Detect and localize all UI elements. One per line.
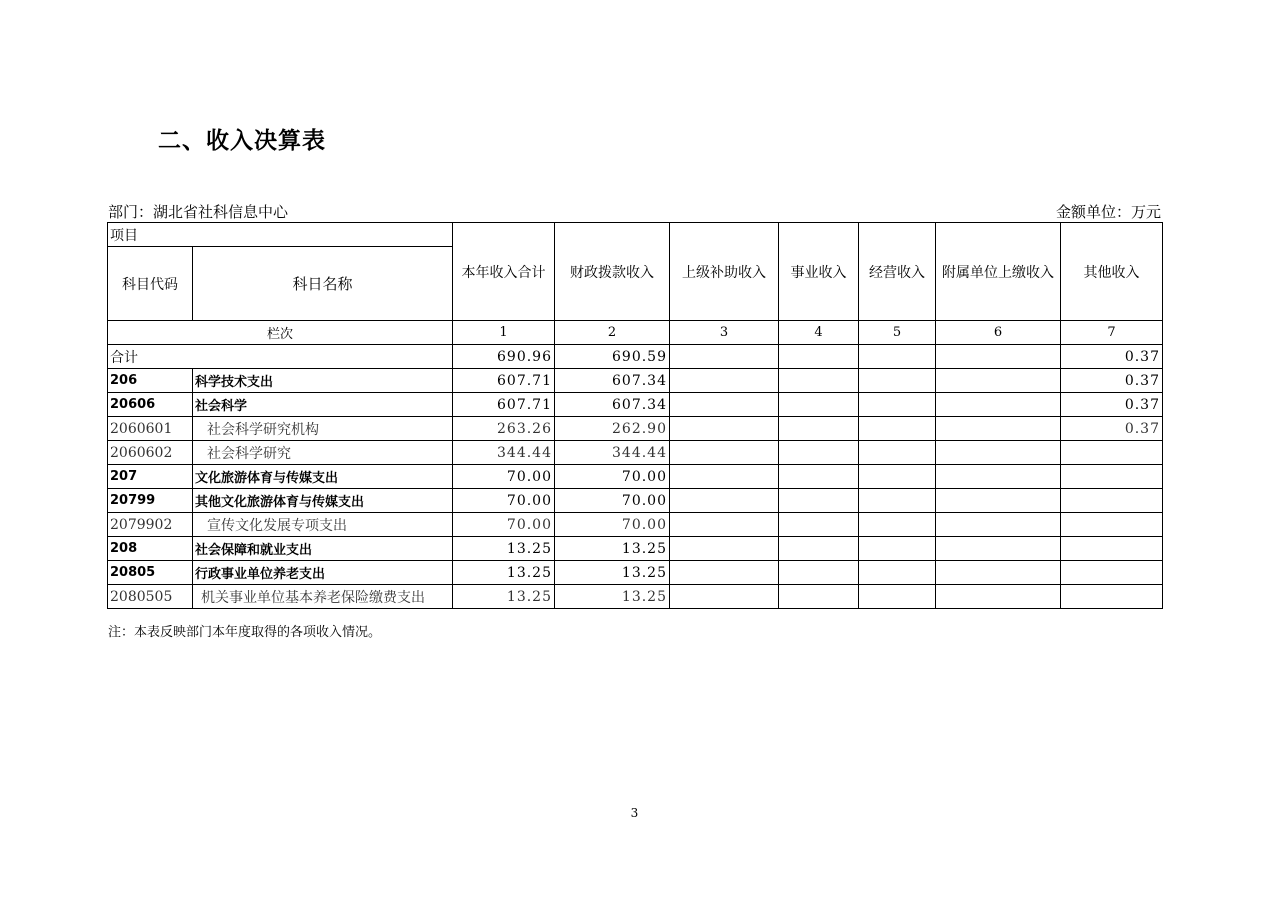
value-cell: 70.00 — [555, 489, 670, 513]
value-cell — [1061, 561, 1163, 585]
table-row — [108, 417, 1163, 441]
value-cell — [670, 489, 779, 513]
value-cell — [936, 489, 1061, 513]
value-cell: 607.71 — [453, 393, 555, 417]
value-cell — [936, 537, 1061, 561]
value-cell: 70.00 — [453, 513, 555, 537]
value-cell: 13.25 — [555, 585, 670, 609]
value-cell — [859, 369, 936, 393]
value-cell — [859, 345, 936, 369]
value-cell — [1061, 489, 1163, 513]
amount-unit-label: 金额单位：万元 — [1055, 203, 1161, 221]
code-cell: 2080505 — [108, 585, 193, 609]
value-cell: 13.25 — [555, 537, 670, 561]
header-col-other: 其他收入 — [1061, 223, 1163, 321]
value-cell — [779, 393, 859, 417]
value-cell: 70.00 — [555, 465, 670, 489]
value-cell — [779, 345, 859, 369]
index-cell: 2 — [555, 321, 670, 345]
code-cell: 20606 — [108, 393, 193, 417]
value-cell — [779, 537, 859, 561]
header-col-fiscal: 财政拨款收入 — [555, 223, 670, 321]
value-cell: 0.37 — [1061, 369, 1163, 393]
total-row — [108, 345, 1163, 369]
code-cell: 2079902 — [108, 513, 193, 537]
value-cell — [1061, 465, 1163, 489]
value-cell — [1061, 585, 1163, 609]
value-cell: 263.26 — [453, 417, 555, 441]
index-cell: 4 — [779, 321, 859, 345]
total-label: 合计 — [108, 345, 453, 369]
index-cell: 7 — [1061, 321, 1163, 345]
value-cell: 0.37 — [1061, 417, 1163, 441]
value-cell — [936, 417, 1061, 441]
table-row — [108, 537, 1163, 561]
header-code: 科目代码 — [108, 247, 193, 321]
value-cell — [779, 489, 859, 513]
code-cell: 2060602 — [108, 441, 193, 465]
value-cell — [859, 417, 936, 441]
value-cell — [670, 369, 779, 393]
value-cell — [670, 441, 779, 465]
value-cell — [859, 465, 936, 489]
value-cell: 0.37 — [1061, 345, 1163, 369]
value-cell: 0.37 — [1061, 393, 1163, 417]
value-cell — [1061, 537, 1163, 561]
value-cell — [779, 465, 859, 489]
name-cell: 社会保障和就业支出 — [193, 537, 453, 561]
index-label: 栏次 — [108, 321, 453, 345]
table-row — [108, 441, 1163, 465]
name-cell: 其他文化旅游体育与传媒支出 — [193, 489, 453, 513]
code-cell: 208 — [108, 537, 193, 561]
value-cell — [859, 537, 936, 561]
name-cell: 社会科学研究机构 — [193, 417, 453, 441]
code-cell: 2060601 — [108, 417, 193, 441]
value-cell — [936, 585, 1061, 609]
value-cell: 607.71 — [453, 369, 555, 393]
table-row — [108, 489, 1163, 513]
header-name: 科日名称 — [193, 247, 453, 321]
header-col-business: 事业收入 — [779, 223, 859, 321]
header-col-total: 本年收入合计 — [453, 223, 555, 321]
header-col-superior: 上级补助收入 — [670, 223, 779, 321]
value-cell — [936, 345, 1061, 369]
value-cell — [779, 369, 859, 393]
name-cell: 文化旅游体育与传媒支出 — [193, 465, 453, 489]
value-cell: 690.59 — [555, 345, 670, 369]
value-cell — [779, 585, 859, 609]
value-cell: 344.44 — [453, 441, 555, 465]
value-cell — [936, 465, 1061, 489]
value-cell: 344.44 — [555, 441, 670, 465]
value-cell — [670, 417, 779, 441]
value-cell — [670, 465, 779, 489]
table-row — [108, 393, 1163, 417]
value-cell — [670, 393, 779, 417]
name-cell: 社会科学研究 — [193, 441, 453, 465]
code-cell: 20805 — [108, 561, 193, 585]
value-cell: 607.34 — [555, 369, 670, 393]
value-cell: 13.25 — [453, 561, 555, 585]
value-cell: 13.25 — [555, 561, 670, 585]
index-cell: 5 — [859, 321, 936, 345]
value-cell: 690.96 — [453, 345, 555, 369]
value-cell — [936, 369, 1061, 393]
value-cell: 262.90 — [555, 417, 670, 441]
name-cell: 社会科学 — [193, 393, 453, 417]
value-cell — [859, 561, 936, 585]
value-cell — [1061, 441, 1163, 465]
value-cell — [779, 417, 859, 441]
table-row — [108, 561, 1163, 585]
code-cell: 20799 — [108, 489, 193, 513]
name-cell: 行政事业单位养老支出 — [193, 561, 453, 585]
value-cell — [670, 561, 779, 585]
table-note: 注：本表反映部门本年度取得的各项收入情况。 — [108, 625, 382, 640]
value-cell — [936, 441, 1061, 465]
value-cell — [670, 513, 779, 537]
value-cell — [1061, 513, 1163, 537]
value-cell — [859, 441, 936, 465]
value-cell — [779, 513, 859, 537]
value-cell — [859, 513, 936, 537]
page-title: 二、收入决算表 — [158, 128, 326, 154]
table-row — [108, 369, 1163, 393]
value-cell — [936, 561, 1061, 585]
code-cell: 207 — [108, 465, 193, 489]
department-label: 部门：湖北省社科信息中心 — [108, 203, 289, 221]
value-cell — [936, 513, 1061, 537]
value-cell: 13.25 — [453, 537, 555, 561]
header-col-subsidiary: 附属单位上缴收入 — [936, 223, 1061, 321]
value-cell — [859, 489, 936, 513]
value-cell — [936, 393, 1061, 417]
name-cell: 科学技术支出 — [193, 369, 453, 393]
value-cell — [670, 345, 779, 369]
value-cell — [859, 393, 936, 417]
index-cell: 6 — [936, 321, 1061, 345]
header-col-operating: 经营收入 — [859, 223, 936, 321]
value-cell: 13.25 — [453, 585, 555, 609]
value-cell — [670, 537, 779, 561]
table-row — [108, 585, 1163, 609]
income-table — [107, 222, 1163, 609]
value-cell — [670, 585, 779, 609]
code-cell: 206 — [108, 369, 193, 393]
value-cell: 70.00 — [555, 513, 670, 537]
header-item: 项目 — [108, 223, 453, 247]
table-row — [108, 465, 1163, 489]
value-cell: 607.34 — [555, 393, 670, 417]
value-cell: 70.00 — [453, 465, 555, 489]
value-cell — [859, 585, 936, 609]
index-cell: 3 — [670, 321, 779, 345]
table-row — [108, 513, 1163, 537]
value-cell: 70.00 — [453, 489, 555, 513]
value-cell — [779, 561, 859, 585]
name-cell: 机关事业单位基本养老保险缴费支出 — [193, 585, 453, 609]
value-cell — [779, 441, 859, 465]
name-cell: 宣传文化发展专项支出 — [193, 513, 453, 537]
index-cell: 1 — [453, 321, 555, 345]
page-number: 3 — [630, 806, 639, 820]
